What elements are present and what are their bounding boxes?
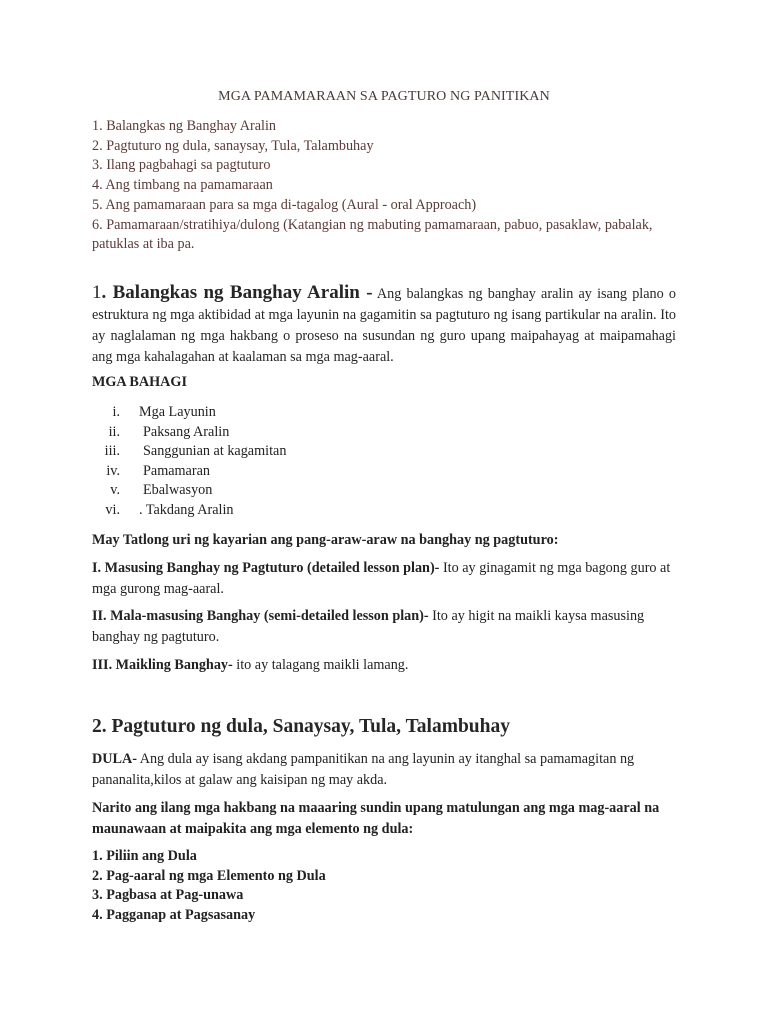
dula-paragraph bbox=[92, 749, 676, 791]
table-of-contents bbox=[92, 117, 676, 255]
uri-label: III. Maikling Banghay- bbox=[92, 657, 233, 673]
bahagi-text: Pamamaran bbox=[143, 462, 210, 479]
uri-text: ito ay talagang maikli lamang. bbox=[232, 657, 409, 673]
bahagi-text: . Takdang Aralin bbox=[139, 501, 234, 518]
toc-item: 2. Pagtuturo ng dula, sanaysay, Tula, Talambuhay bbox=[92, 137, 374, 154]
section-1-heading bbox=[92, 282, 373, 303]
bahagi-numeral: iii. bbox=[104, 443, 120, 460]
dula-label: DULA- bbox=[92, 751, 137, 767]
bahagi-text: Paksang Aralin bbox=[143, 423, 230, 440]
bahagi-numeral: vi. bbox=[105, 501, 120, 518]
narito-paragraph: Narito ang ilang mga hakbang na maaaring sundin upang matulungan ang mga mag-aaral na maunawaan at maipakita ang mga elemento ng dula: bbox=[92, 800, 660, 837]
section-1-number: 1 bbox=[92, 282, 102, 303]
dula-step: 1. Piliin ang Dula bbox=[92, 848, 197, 864]
toc-item: 6. Pamamaraan/stratihiya/dulong (Katangian ng mabuting pamamaraan, pabuo, pasaklaw, pabalak, patuklas at iba pa. bbox=[92, 216, 653, 253]
uri-heading: May Tatlong uri ng kayarian ang pang-araw-araw na banghay ng pagtuturo: bbox=[92, 532, 559, 548]
dula-step: 2. Pag-aaral ng mga Elemento ng Dula bbox=[92, 867, 326, 884]
bahagi-heading: MGA BAHAGI bbox=[92, 374, 187, 390]
uri-label: II. Mala-masusing Banghay (semi-detailed lesson plan)- bbox=[92, 608, 429, 624]
bahagi-numeral: ii. bbox=[108, 423, 120, 440]
dula-step: 4. Pagganap at Pagsasanay bbox=[92, 906, 256, 923]
section-1-heading-text: . Balangkas ng Banghay Aralin - bbox=[101, 282, 373, 303]
bahagi-numeral: i. bbox=[112, 404, 120, 420]
uri-text: Ito ay higit na maikli kaysa masusing banghay ng pagtuturo. bbox=[92, 608, 645, 645]
toc-item: 4. Ang timbang na pamamaraan bbox=[92, 177, 273, 194]
bahagi-numeral: iv. bbox=[106, 462, 120, 479]
toc-item: 5. Ang pamamaraan para sa mga di-tagalog (Aural - oral Approach) bbox=[92, 196, 477, 213]
bahagi-text: Sanggunian at kagamitan bbox=[143, 443, 287, 460]
toc-item: 1. Balangkas ng Banghay Aralin bbox=[92, 118, 277, 134]
uri-text: Ito ay ginagamit ng mga bagong guro at mga gurong mag-aaral. bbox=[92, 560, 671, 597]
document-title: MGA PAMAMARAAN SA PAGTURO NG PANITIKAN bbox=[218, 89, 550, 104]
dula-text: Ang dula ay isang akdang pampanitikan na ang layunin ay itanghal sa pamamagitan ng pananalita,kilos at galaw ang kaisipan ng may akda. bbox=[92, 751, 635, 788]
uri-item bbox=[92, 558, 676, 600]
section-1-intro bbox=[92, 282, 676, 368]
bahagi-text: Ebalwasyon bbox=[143, 482, 213, 499]
toc-item: 3. Ilang pagbahagi sa pagtuturo bbox=[92, 157, 271, 174]
dula-step: 3. Pagbasa at Pag-unawa bbox=[92, 887, 244, 903]
bahagi-numeral: v. bbox=[110, 482, 120, 499]
bahagi-text: Mga Layunin bbox=[139, 404, 216, 420]
dula-steps-list bbox=[92, 847, 326, 925]
uri-label: I. Masusing Banghay ng Pagtuturo (detailed lesson plan)- bbox=[92, 560, 440, 576]
uri-item bbox=[92, 606, 676, 648]
section-2-heading: 2. Pagtuturo ng dula, Sanaysay, Tula, Talambuhay bbox=[92, 716, 510, 737]
section-1-body: Ang balangkas ng banghay aralin ay isang plano o estruktura ng mga aktibidad at mga layunin na gagamitin sa pagtuturo ng isang partikular na aralin. Ito ay naglalaman ng mga hakbang o proseso na susundan ng guro upang maipahayag at maipamahagi ang mga kahalagahan at kaalaman sa mga mag-aaral. bbox=[92, 286, 676, 365]
uri-item bbox=[92, 655, 676, 676]
